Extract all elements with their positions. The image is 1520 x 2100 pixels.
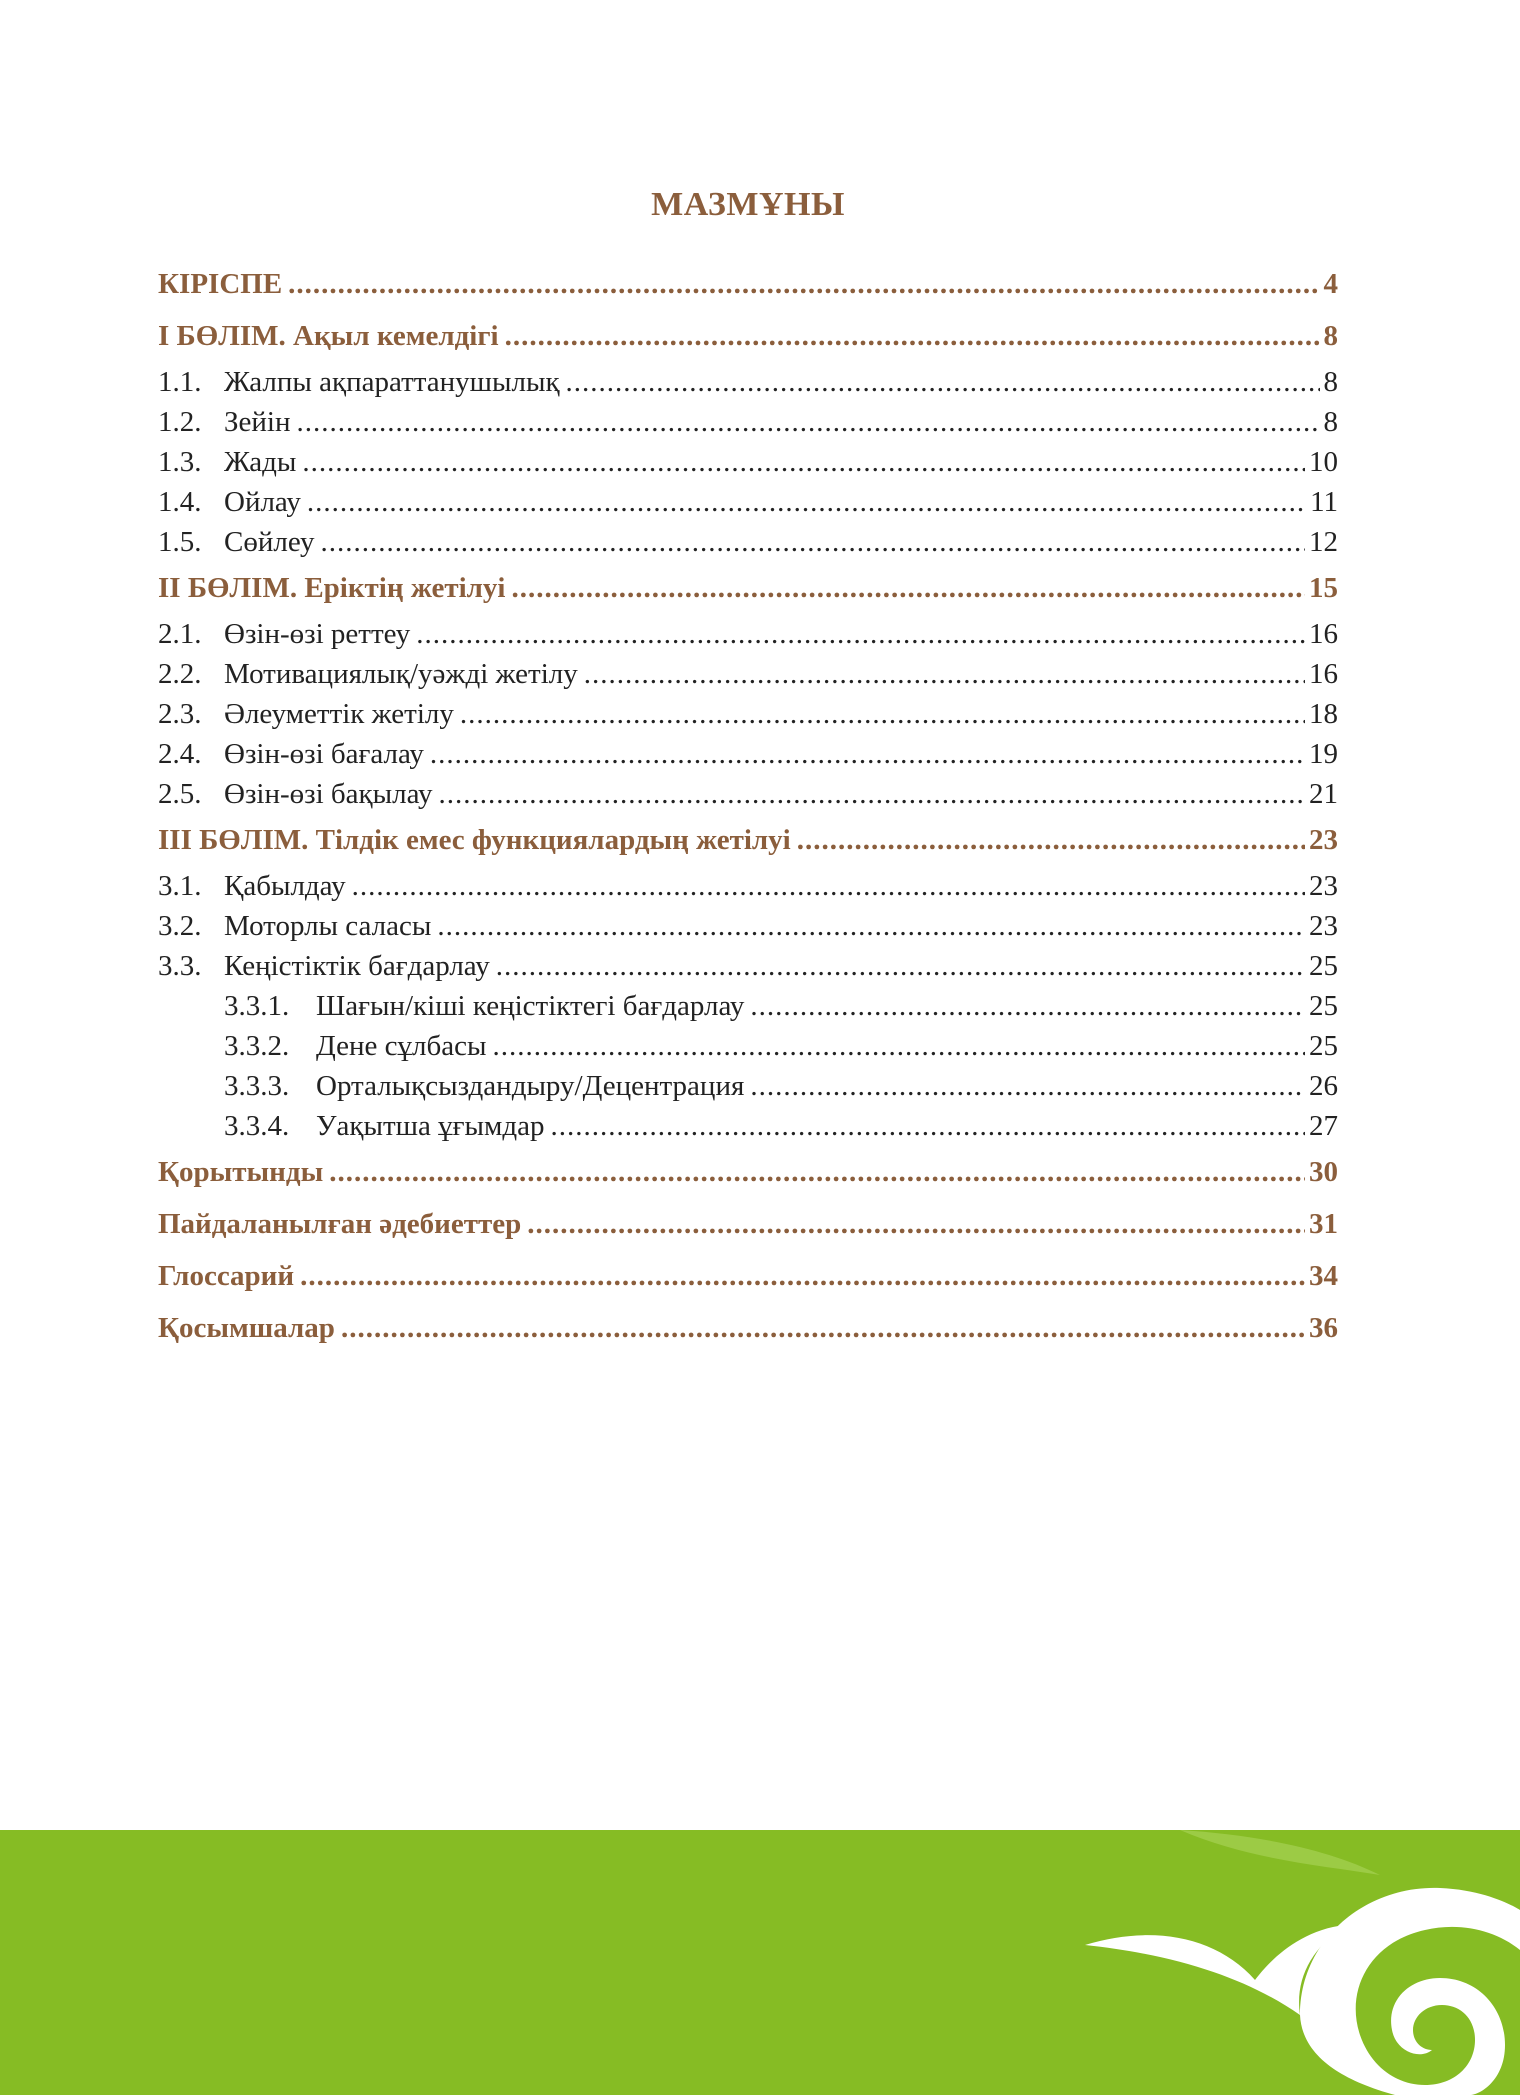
dot-leader [329,1146,1305,1198]
table-of-contents [158,258,1338,1354]
toc-entry-number: 3.3.3. [224,1070,290,1102]
toc-entry-1-1[interactable] [158,362,1338,402]
toc-entry-page: 25 [1309,950,1338,982]
dot-leader [438,774,1305,814]
toc-entry-page: 26 [1309,1070,1338,1102]
toc-entry-number: 2.2. [158,658,202,690]
toc-entry-introduction[interactable] [158,258,1338,310]
toc-entry-label: Өзін-өзі бағалау [224,738,424,770]
dot-leader [527,1198,1305,1250]
toc-entry-label: Пайдаланылған әдебиеттер [158,1208,522,1240]
toc-entry-page: 21 [1309,778,1338,810]
toc-entry-label: Уақытша ұғымдар [316,1110,545,1142]
toc-entry-2-1[interactable] [158,614,1338,654]
toc-entry-label: Дене сұлбасы [316,1030,487,1062]
toc-entry-label: Жады [224,446,297,478]
dot-leader [430,734,1305,774]
toc-entry-number: 2.5. [158,778,202,810]
toc-entry-2-3[interactable] [158,694,1338,734]
dot-leader [750,986,1305,1026]
toc-entry-number: 2.4. [158,738,202,770]
toc-entry-page: 4 [1323,268,1338,300]
toc-entry-page: 8 [1323,366,1338,398]
dot-leader [750,1066,1305,1106]
toc-entry-page: 25 [1309,990,1338,1022]
page-title: МАЗМҰНЫ [651,186,845,223]
dot-leader [302,442,1305,482]
toc-entry-label: Кеңістіктік бағдарлау [224,950,490,982]
toc-entry-label: Қорытынды [158,1156,324,1188]
dot-leader [511,562,1305,614]
dot-leader [797,814,1305,866]
dot-leader [550,1106,1305,1146]
toc-entry-page: 18 [1309,698,1338,730]
toc-entry-label: Ойлау [224,486,301,518]
toc-entry-label: Мотивациялық/уәжді жетілу [224,658,578,690]
dot-leader [505,310,1320,362]
toc-entry-page: 8 [1323,406,1338,438]
toc-entry-page: 19 [1309,738,1338,770]
toc-entry-3-3-3[interactable] [158,1066,1338,1106]
toc-entry-page: 8 [1323,320,1338,352]
toc-entry-number: 2.1. [158,618,202,650]
toc-entry-number: 3.1. [158,870,202,902]
toc-entry-number: 3.3.4. [224,1110,290,1142]
toc-entry-number: 3.3. [158,950,202,982]
dot-leader [288,258,1319,310]
toc-entry-3-3[interactable] [158,946,1338,986]
toc-entry-2-4[interactable] [158,734,1338,774]
toc-entry-conclusion[interactable] [158,1146,1338,1198]
toc-entry-3-2[interactable] [158,906,1338,946]
toc-entry-label: Өзін-өзі реттеу [224,618,411,650]
toc-entry-number: 2.3. [158,698,202,730]
toc-entry-page: 23 [1309,824,1338,856]
toc-entry-appendices[interactable] [158,1302,1338,1354]
toc-entry-page: 16 [1309,618,1338,650]
toc-entry-page: 34 [1309,1260,1338,1292]
toc-entry-number: 3.3.1. [224,990,290,1022]
toc-entry-label: Жалпы ақпараттанушылық [224,366,560,398]
toc-entry-page: 23 [1309,910,1338,942]
toc-entry-number: 1.1. [158,366,202,398]
dot-leader [492,1026,1305,1066]
toc-entry-label: Әлеуметтік жетілу [224,698,454,730]
toc-entry-2-2[interactable] [158,654,1338,694]
toc-entry-page: 36 [1309,1312,1338,1344]
toc-entry-number: 1.5. [158,526,202,558]
toc-entry-number: 1.4. [158,486,202,518]
dot-leader [320,522,1305,562]
dot-leader [566,362,1320,402]
toc-entry-page: 27 [1309,1110,1338,1142]
dot-leader [437,906,1305,946]
toc-entry-page: 15 [1309,572,1338,604]
toc-entry-label: ІІ БӨЛІМ. Еріктің жетілуі [158,572,506,604]
toc-entry-page: 11 [1310,486,1338,518]
toc-entry-page: 16 [1309,658,1338,690]
toc-entry-page: 25 [1309,1030,1338,1062]
toc-entry-glossary[interactable] [158,1250,1338,1302]
toc-entry-part-1[interactable] [158,310,1338,362]
toc-entry-number: 1.2. [158,406,202,438]
dot-leader [307,482,1306,522]
toc-entry-3-1[interactable] [158,866,1338,906]
toc-entry-1-2[interactable] [158,402,1338,442]
toc-entry-1-3[interactable] [158,442,1338,482]
toc-entry-number: 3.3.2. [224,1030,290,1062]
toc-entry-page: 23 [1309,870,1338,902]
toc-entry-part-3[interactable] [158,814,1338,866]
toc-entry-label: Моторлы саласы [224,910,432,942]
toc-entry-label: Шағын/кіші кеңістіктегі бағдарлау [316,990,745,1022]
toc-entry-label: Глоссарий [158,1260,295,1292]
toc-entry-label: Қосымшалар [158,1312,335,1344]
toc-entry-3-3-4[interactable] [158,1106,1338,1146]
dot-leader [460,694,1305,734]
toc-entry-label: І БӨЛІМ. Ақыл кемелдігі [158,320,499,352]
toc-entry-label: Орталықсыздандыру/Децентрация [316,1070,745,1102]
toc-entry-label: Зейін [224,406,291,438]
dot-leader [416,614,1305,654]
toc-entry-1-4[interactable] [158,482,1338,522]
toc-entry-3-3-1[interactable] [158,986,1338,1026]
dot-leader [341,1302,1305,1354]
toc-entry-page: 30 [1309,1156,1338,1188]
toc-entry-number: 3.2. [158,910,202,942]
ornament-swirl-icon [0,1830,1520,2095]
toc-entry-page: 10 [1309,446,1338,478]
toc-entry-2-5[interactable] [158,774,1338,814]
toc-entry-page: 31 [1309,1208,1338,1240]
toc-entry-label: ІІІ БӨЛІМ. Тілдік емес функциялардың жетілуі [158,824,791,856]
dot-leader [297,402,1320,442]
dot-leader [352,866,1305,906]
toc-entry-label: Қабылдау [224,870,346,902]
toc-entry-label: КІРІСПЕ [158,268,283,300]
footer-ornament-band [0,1830,1520,2095]
toc-entry-number: 1.3. [158,446,202,478]
toc-entry-references[interactable] [158,1198,1338,1250]
dot-leader [300,1250,1305,1302]
toc-entry-part-2[interactable] [158,562,1338,614]
dot-leader [496,946,1305,986]
toc-entry-label: Өзін-өзі бақылау [224,778,433,810]
toc-entry-3-3-2[interactable] [158,1026,1338,1066]
dot-leader [584,654,1305,694]
toc-entry-label: Сөйлеу [224,526,315,558]
toc-entry-page: 12 [1309,526,1338,558]
toc-entry-1-5[interactable] [158,522,1338,562]
